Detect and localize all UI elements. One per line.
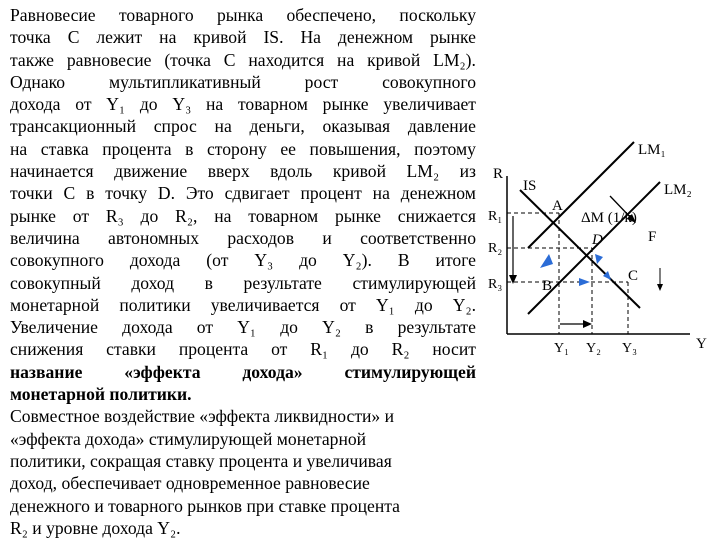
word: начинается (10, 161, 94, 182)
text-line (10, 227, 476, 249)
word: Y₁ (237, 317, 257, 338)
word: точка (10, 27, 51, 48)
word: расходов (227, 227, 294, 248)
word: Y₃ (254, 250, 274, 271)
word: R₂, (175, 205, 198, 226)
word: дохода» (242, 361, 303, 382)
axis-x-label: Y (696, 336, 707, 352)
word: обеспечено, (286, 5, 377, 25)
word: процента (102, 138, 172, 159)
word: точки (10, 183, 53, 204)
word: лежит (96, 27, 143, 48)
word: ставки (106, 339, 156, 360)
word: сторону (206, 138, 267, 159)
word: в (204, 272, 213, 293)
text-line (10, 205, 476, 227)
lm1-label: LM₁ (638, 142, 666, 158)
word: рынке (429, 27, 476, 48)
word: Y₃ (172, 94, 192, 115)
word: в (365, 317, 374, 338)
word: ставка (40, 138, 89, 159)
word: IS. (263, 27, 284, 48)
lm2-curve (528, 182, 660, 314)
word: LM₂). (433, 49, 476, 70)
word: на (214, 205, 232, 226)
point-a-label: A (552, 198, 563, 214)
text-line (10, 338, 476, 360)
word: от (339, 294, 356, 315)
word: дохода (122, 317, 173, 338)
text-line (10, 26, 476, 48)
text-line: политики, сокращая ставку процента и увеличивая (10, 450, 392, 471)
word: точку (105, 183, 148, 204)
text-line (10, 383, 476, 405)
word: кривой (193, 27, 247, 48)
word: на (205, 94, 224, 115)
word: С (223, 49, 236, 70)
word: Это (185, 183, 214, 204)
word: до (139, 94, 158, 115)
word: поэтому (414, 138, 476, 159)
word: вверх (207, 161, 250, 182)
y2-label: Y₂ (586, 341, 601, 356)
word: денежном (400, 183, 476, 204)
word: монетарной политики. (10, 384, 192, 405)
word: На (300, 27, 321, 48)
r3-label: R₃ (488, 277, 503, 292)
text-line (10, 294, 476, 316)
word: в (86, 183, 95, 204)
word: рынке (322, 94, 369, 115)
word: R₁ (310, 339, 329, 360)
word: на (337, 49, 355, 70)
word: на (372, 183, 390, 204)
word: совокупного (10, 250, 104, 271)
word: равновесие (66, 49, 152, 70)
word: на (159, 27, 177, 48)
text-line (10, 160, 476, 182)
word: Y₁ (375, 294, 395, 315)
word: Равновесие (10, 5, 96, 25)
word: ее (280, 138, 296, 159)
word: доход (131, 272, 175, 293)
word: на (10, 138, 28, 159)
shift-label: ΔM (1/k) (581, 210, 637, 226)
word: также (10, 49, 54, 70)
word: повышения, (309, 138, 401, 159)
word: стимулирующей (352, 272, 476, 293)
word: В (397, 250, 410, 271)
word: находится (248, 49, 325, 70)
word: кривой (332, 161, 387, 182)
word: движение (114, 161, 188, 182)
text-line: доход, обеспечивает одновременное равновесие (10, 473, 370, 494)
word: Y₁ (106, 94, 126, 115)
arrow-a-to-b (540, 254, 553, 268)
text-line: денежного и товарного рынков при ставке процента (10, 495, 400, 516)
word: рынка (217, 5, 264, 25)
is-label: IS (523, 178, 537, 194)
text-line: R₂ и уровне дохода Y₂. (10, 517, 181, 538)
word: давление (407, 116, 476, 137)
word: носит (432, 339, 476, 360)
word: деньги, (249, 116, 305, 137)
text-line (10, 93, 476, 115)
word: С (67, 27, 80, 48)
y1-label: Y₁ (554, 341, 569, 356)
word: поскольку (399, 5, 476, 25)
word: от (72, 205, 90, 226)
point-d-label: D (592, 232, 603, 248)
word: до (280, 317, 298, 338)
word: кривой (367, 49, 421, 70)
is-lm-graph (482, 138, 712, 358)
word: от (271, 339, 288, 360)
word: совокупного (382, 71, 476, 92)
word: и (322, 227, 332, 248)
word: Y₂ (322, 317, 341, 338)
word: название (10, 361, 83, 382)
word: рынке (335, 205, 381, 226)
axis-y-label: R (493, 166, 504, 182)
word: до (299, 250, 317, 271)
word: R₂ (391, 339, 410, 360)
word: из (459, 161, 476, 182)
paragraph-income-effect (10, 4, 476, 405)
word: дохода (129, 250, 181, 271)
f-arrowhead (657, 284, 663, 291)
word: мультипликативный (109, 71, 261, 92)
word: снижается (397, 205, 476, 226)
text-line (10, 138, 476, 160)
word: трансакционный (10, 116, 136, 137)
word: величина (10, 227, 80, 248)
paragraph-joint-effect (10, 405, 476, 539)
word: автономных (108, 227, 200, 248)
word: Y₂). (342, 250, 372, 271)
text-line (10, 272, 476, 294)
word: совокупный (10, 272, 101, 293)
word: Y₂. (452, 294, 476, 315)
word: до (350, 339, 369, 360)
text-line (10, 316, 476, 338)
r1-label: R₁ (488, 209, 503, 224)
word: D. (157, 183, 175, 204)
text-line (10, 115, 476, 137)
word: монетарной (10, 294, 100, 315)
text-line: Совместное воздействие «эффекта ликвидности» и (10, 406, 395, 427)
word: стимулирующей (344, 361, 476, 382)
word: до (140, 205, 159, 226)
word: результате (397, 317, 476, 338)
word: от (196, 317, 214, 338)
word: товарном (237, 94, 308, 115)
text-line (10, 249, 476, 271)
word: процента (178, 339, 249, 360)
word: процент (300, 183, 362, 204)
point-b-label: B (542, 278, 553, 294)
f-label: F (648, 229, 657, 245)
word: R₃ (105, 205, 124, 226)
word: итоге (435, 250, 476, 271)
y3-label: Y₃ (622, 341, 637, 356)
word: Увеличение (10, 317, 98, 338)
word: дохода (10, 94, 61, 115)
word: увеличивает (383, 94, 476, 115)
arrow-b-to-c (579, 278, 590, 286)
word: на (214, 116, 232, 137)
text-block (10, 4, 476, 539)
text-line (10, 361, 476, 383)
lm2-label: LM₂ (664, 182, 692, 198)
word: в (185, 138, 194, 159)
word: денежном (337, 27, 414, 48)
r-drop-arrowhead (509, 275, 517, 284)
word: LM₂ (406, 161, 440, 182)
word: товарном (248, 205, 319, 226)
text-line (10, 4, 476, 26)
word: Однако (10, 71, 66, 92)
word: С (63, 183, 76, 204)
lm1-curve (528, 142, 634, 248)
word: вдоль (270, 161, 313, 182)
word: сдвигает (224, 183, 290, 204)
r2-label: R₂ (488, 241, 503, 256)
y-shift-arrowhead (583, 320, 592, 328)
arrow-c-to-d (595, 254, 603, 264)
word: результате (243, 272, 322, 293)
word: рост (304, 71, 339, 92)
word: (точка (164, 49, 211, 70)
word: товарного (118, 5, 194, 25)
word: спрос (153, 116, 197, 137)
word: соответственно (360, 227, 476, 248)
word: увеличивается (210, 294, 320, 315)
word: до (414, 294, 433, 315)
word: политики (119, 294, 191, 315)
text-line (10, 182, 476, 204)
text-line (10, 71, 476, 93)
point-c-label: C (628, 268, 639, 284)
text-line: «эффекта дохода» стимулирующей монетарной (10, 428, 367, 449)
text-line (10, 49, 476, 71)
word: «эффекта (124, 361, 201, 382)
word: рынке (10, 205, 56, 226)
word: (от (206, 250, 229, 271)
word: снижения (10, 339, 84, 360)
word: от (75, 94, 92, 115)
word: оказывая (322, 116, 391, 137)
